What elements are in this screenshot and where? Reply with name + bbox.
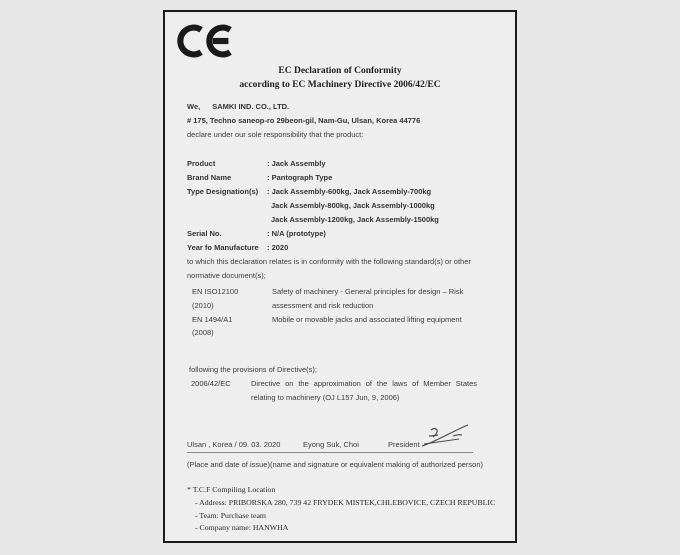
tcf-team: - Team: Purchase team bbox=[195, 510, 266, 520]
tcf-address: - Address: PRIBORSKA 280, 739 42 FRYDEK MISTEK,CHLEBOVICE, CZECH REPUBLIC bbox=[195, 497, 496, 507]
document-subtitle: according to EC Machinery Directive 2006/42/EC bbox=[239, 80, 441, 90]
field-row-year-of-manufacture bbox=[187, 241, 497, 255]
signatory-title: President bbox=[388, 440, 420, 449]
field-row-type-designations bbox=[187, 185, 497, 199]
directives-intro: following the provisions of Directive(s); bbox=[189, 365, 317, 374]
tcf-company: - Company name: HANWHA bbox=[195, 523, 289, 533]
standard-description: Mobile or movable jacks and associated lifting equipment bbox=[272, 314, 462, 324]
issuer-line bbox=[187, 100, 497, 114]
tcf-block bbox=[187, 484, 501, 535]
declaration-document bbox=[163, 10, 517, 543]
product-fields bbox=[187, 157, 497, 255]
company-name: SAMKI IND. CO., LTD. bbox=[212, 102, 290, 111]
standards-list bbox=[192, 285, 504, 340]
field-row-serial-no bbox=[187, 227, 497, 241]
intro-block bbox=[187, 100, 497, 142]
signature-line bbox=[187, 424, 473, 453]
ce-mark-icon bbox=[176, 21, 234, 61]
field-value: : 2020 bbox=[267, 243, 289, 252]
field-label: Brand Name bbox=[187, 173, 232, 182]
standard-row bbox=[192, 285, 504, 313]
field-value: Jack Assembly-1200kg, Jack Assembly-1500kg bbox=[271, 215, 439, 224]
field-value: : N/A (prototype) bbox=[267, 229, 326, 238]
directive-description: Directive on the approximation of the laws of Member States relating to machinery (OJ L157 Jun, 9, 2006) bbox=[251, 379, 477, 402]
field-value: Jack Assembly-800kg, Jack Assembly-1000kg bbox=[271, 201, 435, 210]
directives-block bbox=[189, 363, 477, 405]
standard-code: EN 1494/A1 bbox=[192, 314, 233, 324]
field-value: : Jack Assembly bbox=[267, 159, 326, 168]
field-value: : Jack Assembly-600kg, Jack Assembly-700kg bbox=[267, 187, 432, 196]
standard-code-block bbox=[192, 285, 272, 313]
signatory-name: Eyong Suk, Choi bbox=[303, 440, 359, 449]
field-row-type-designations-cont bbox=[187, 213, 497, 227]
field-value: : Pantograph Type bbox=[267, 173, 333, 182]
conformity-statement: to which this declaration relates is in conformity with the following standard(s) or other normative document(s); bbox=[187, 257, 471, 280]
tcf-heading: * T.C.F Compiling Location bbox=[187, 485, 276, 494]
declaration-statement: declare under our sole responsibility that the product: bbox=[187, 130, 364, 139]
standard-row bbox=[192, 313, 504, 341]
directive-code: 2006/42/EC bbox=[191, 379, 231, 388]
field-row-product bbox=[187, 157, 497, 171]
standard-description: Safety of machinery - General principles for design – Risk assessment and risk reduction bbox=[272, 287, 464, 310]
field-label: Year fo Manufacture bbox=[187, 243, 259, 252]
we-label: We, bbox=[187, 102, 201, 111]
field-label: Product bbox=[187, 159, 216, 168]
field-row-brand-name bbox=[187, 171, 497, 185]
standard-year: (2008) bbox=[192, 328, 214, 338]
field-row-type-designations-cont bbox=[187, 199, 497, 213]
directive-row bbox=[191, 377, 477, 405]
standard-code: EN ISO12100 bbox=[192, 287, 239, 296]
document-title-block bbox=[165, 64, 515, 92]
standard-code-block bbox=[192, 313, 272, 341]
field-label: Serial No. bbox=[187, 229, 222, 238]
signature-caption: (Place and date of issue)(name and signature or equivalent making of authorized person) bbox=[187, 460, 484, 469]
document-title: EC Declaration of Conformity bbox=[278, 66, 402, 76]
field-label: Type Designation(s) bbox=[187, 187, 259, 196]
place-and-date: Ulsan , Korea / 09. 03. 2020 bbox=[187, 440, 281, 449]
company-address: # 175, Techno saneop-ro 29beon-gil, Nam-Gu, Ulsan, Korea 44776 bbox=[187, 116, 421, 125]
standard-year: (2010) bbox=[192, 300, 214, 310]
signature-scribble-icon bbox=[419, 422, 471, 452]
